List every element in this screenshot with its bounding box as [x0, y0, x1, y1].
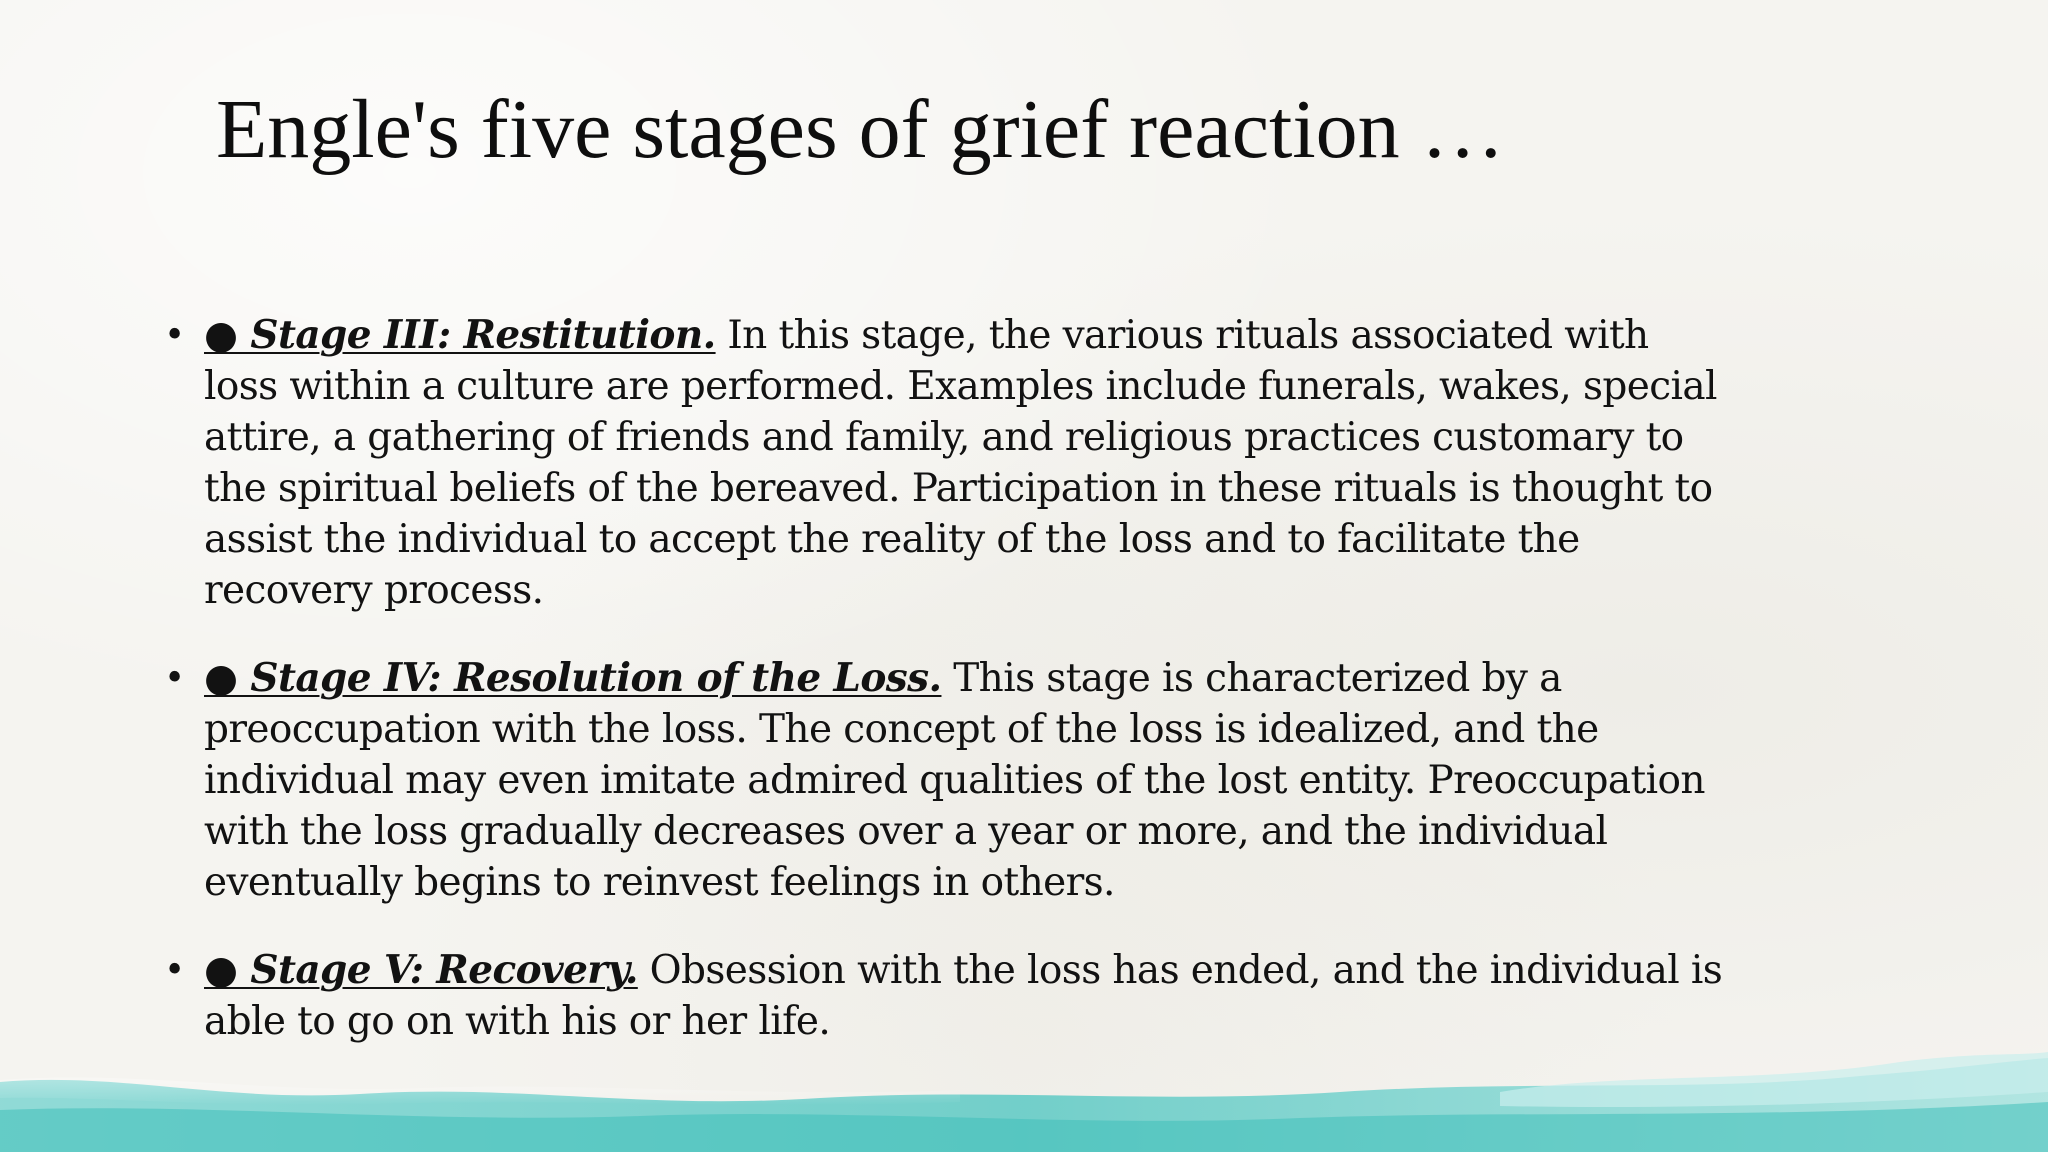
stage-description: This stage is characterized by a preoccupation with the loss. The concept of the loss is idealized, and the individual may even imitate admired qualities of the lost entity. Preoccupation with the loss gradually decreases over a year or more, and the individual eventually begins to reinvest feelings in others. — [204, 656, 1705, 905]
stage-description: In this stage, the various rituals associated with loss within a culture are performed. Examples include funerals, wakes, special attire, a gathering of friends and family, and religious practices customary to the spiritual beliefs of the bereaved. Participation in these rituals is thought to assist the individual to accept the reality of the loss and to facilitate the recovery process. — [204, 313, 1717, 613]
list-item — [164, 653, 1724, 908]
stage-description: Obsession with the loss has ended, and the individual is able to go on with his or her life. — [204, 948, 1723, 1044]
stage-heading: ● Stage V: Recovery. — [204, 947, 638, 993]
slide-title: Engle's five stages of grief reaction … — [216, 83, 1505, 176]
list-item — [164, 945, 1724, 1047]
bullet-icon: • — [164, 950, 185, 991]
stage-heading: ● Stage IV: Resolution of the Loss. — [204, 655, 942, 701]
stage-heading: ● Stage III: Restitution. — [204, 312, 716, 358]
bullet-icon: • — [164, 315, 185, 356]
list-item — [164, 310, 1724, 616]
bullet-icon: • — [164, 658, 185, 699]
stage-list — [164, 310, 1724, 1084]
